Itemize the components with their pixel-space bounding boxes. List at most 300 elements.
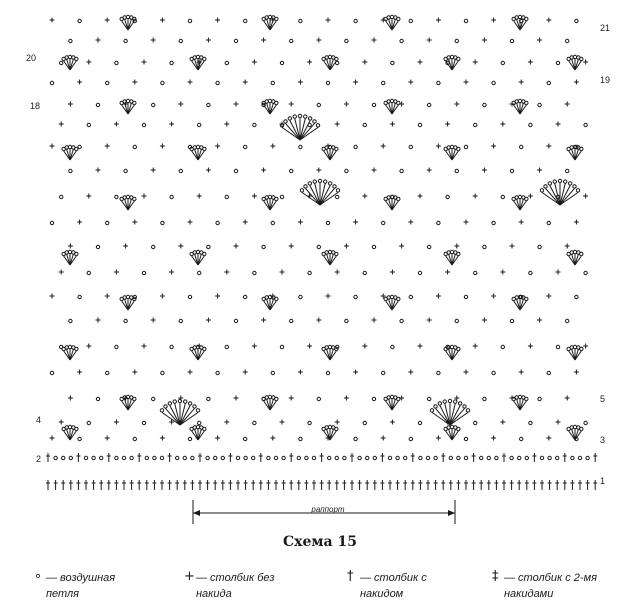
chain-stitch-mark bbox=[161, 81, 164, 84]
chain-stitch-mark bbox=[483, 397, 486, 400]
chain-stitch-mark bbox=[207, 245, 210, 248]
chain-stitch-mark bbox=[547, 221, 550, 224]
dc-stitch-mark bbox=[137, 480, 141, 490]
chain-stitch-mark bbox=[335, 57, 338, 60]
dc-stitch-mark bbox=[54, 480, 58, 490]
sc-stitch-mark bbox=[583, 194, 588, 199]
dc-stitch-mark bbox=[517, 480, 521, 490]
dc-stitch-mark bbox=[449, 480, 453, 490]
chain-stitch-mark bbox=[464, 456, 467, 459]
chain-stitch-mark bbox=[87, 271, 90, 274]
chain-stitch-mark bbox=[455, 319, 458, 322]
sc-stitch-mark bbox=[436, 436, 441, 441]
chain-stitch-mark bbox=[290, 319, 293, 322]
chain-stitch-mark bbox=[458, 402, 461, 405]
chain-stitch-mark bbox=[198, 421, 201, 424]
dc-stitch-mark bbox=[320, 453, 324, 462]
sc-stitch-mark bbox=[114, 122, 119, 127]
sc-stitch-mark bbox=[224, 420, 229, 425]
chain-stitch-mark bbox=[457, 252, 460, 255]
sc-stitch-mark bbox=[510, 244, 515, 249]
chain-stitch-mark bbox=[409, 145, 412, 148]
sc-stitch-mark bbox=[234, 102, 239, 107]
sc-stitch-mark bbox=[132, 220, 137, 225]
chain-stitch-mark bbox=[501, 61, 504, 64]
chain-stitch-mark bbox=[122, 456, 125, 459]
chain-stitch-mark bbox=[529, 271, 532, 274]
chain-stitch-mark bbox=[397, 397, 400, 400]
chain-stitch-mark bbox=[75, 427, 78, 430]
dc-stitch-mark bbox=[403, 480, 407, 490]
chain-stitch-mark bbox=[457, 456, 460, 459]
chain-stitch-mark bbox=[179, 319, 182, 322]
chain-stitch-mark bbox=[297, 456, 300, 459]
dc-stitch-mark bbox=[472, 453, 476, 462]
dc-stitch-mark bbox=[358, 480, 362, 490]
sc-stitch-mark bbox=[188, 220, 193, 225]
sc-stitch-mark bbox=[50, 294, 55, 299]
chain-stitch-mark bbox=[566, 319, 569, 322]
chain-stitch-mark bbox=[207, 103, 210, 106]
chain-stitch-mark bbox=[133, 101, 136, 104]
chain-stitch-mark bbox=[62, 456, 65, 459]
chain-stitch-mark bbox=[540, 456, 543, 459]
chain-stitch-mark bbox=[153, 456, 156, 459]
sc-stitch-mark bbox=[390, 270, 395, 275]
chain-stitch-mark bbox=[571, 456, 574, 459]
sc-stitch-mark bbox=[372, 38, 377, 43]
chain-stitch-mark bbox=[584, 421, 587, 424]
chain-stitch-mark bbox=[96, 245, 99, 248]
sc-stitch-mark bbox=[142, 344, 147, 349]
dc-stitch-mark bbox=[92, 480, 96, 490]
sc-stitch-mark bbox=[500, 420, 505, 425]
chain-stitch-mark bbox=[400, 39, 403, 42]
dc-stitch-mark bbox=[380, 453, 384, 462]
chain-stitch-mark bbox=[183, 456, 186, 459]
sc-stitch-mark bbox=[215, 294, 220, 299]
sc-stitch-mark bbox=[362, 194, 367, 199]
chain-stitch-mark bbox=[328, 182, 331, 185]
sc-stitch-mark bbox=[178, 244, 183, 249]
dc-stitch-mark bbox=[114, 480, 118, 490]
chain-stitch-mark bbox=[308, 421, 311, 424]
chain-stitch-mark bbox=[575, 295, 578, 298]
chain-stitch-mark bbox=[474, 123, 477, 126]
sc-stitch-mark bbox=[298, 80, 303, 85]
dc-stitch-mark bbox=[441, 480, 445, 490]
chain-stitch-mark bbox=[448, 399, 451, 402]
dc-stitch-mark bbox=[418, 480, 422, 490]
chain-stitch-mark bbox=[525, 101, 528, 104]
chain-stitch-mark bbox=[492, 221, 495, 224]
chain-stitch-mark bbox=[525, 297, 528, 300]
chain-stitch-mark bbox=[397, 297, 400, 300]
dc-stitch-mark bbox=[76, 480, 80, 490]
chain-stitch-mark bbox=[124, 169, 127, 172]
sc-stitch-mark bbox=[473, 60, 478, 65]
chain-stitch-mark bbox=[457, 147, 460, 150]
chain-stitch-mark bbox=[87, 421, 90, 424]
chain-stitch-mark bbox=[275, 17, 278, 20]
chain-stitch-mark bbox=[280, 345, 283, 348]
sc-stitch-mark bbox=[427, 38, 432, 43]
chain-stitch-mark bbox=[363, 421, 366, 424]
chain-stitch-mark bbox=[75, 252, 78, 255]
chain-stitch-mark bbox=[106, 221, 109, 224]
chain-stitch-mark bbox=[556, 456, 559, 459]
dc-stitch-mark bbox=[456, 480, 460, 490]
chain-stitch-mark bbox=[179, 39, 182, 42]
chain-stitch-mark bbox=[69, 456, 72, 459]
chain-stitch-mark bbox=[244, 437, 247, 440]
chain-stitch-mark bbox=[525, 17, 528, 20]
sc-stitch-mark bbox=[243, 220, 248, 225]
chain-stitch-mark bbox=[544, 185, 547, 188]
dc-stitch-mark bbox=[304, 480, 308, 490]
dc-stitch-mark bbox=[548, 480, 552, 490]
sc-stitch-mark bbox=[307, 60, 312, 65]
chain-stitch-mark bbox=[345, 319, 348, 322]
chain-stitch-mark bbox=[216, 371, 219, 374]
chain-stitch-mark bbox=[84, 456, 87, 459]
dc-stitch-mark bbox=[494, 480, 498, 490]
sc-stitch-mark bbox=[546, 144, 551, 149]
sc-stitch-mark bbox=[316, 318, 321, 323]
chain-stitch-mark bbox=[573, 185, 576, 188]
chain-stitch-mark bbox=[164, 405, 167, 408]
chain-stitch-mark bbox=[193, 405, 196, 408]
chain-stitch-mark bbox=[437, 371, 440, 374]
chain-stitch-mark bbox=[510, 456, 513, 459]
dc-stitch-mark bbox=[107, 453, 111, 462]
chain-stitch-mark bbox=[391, 345, 394, 348]
chain-stitch-mark bbox=[538, 103, 541, 106]
chain-stitch-mark bbox=[474, 421, 477, 424]
chain-stitch-mark bbox=[203, 147, 206, 150]
row-number-left-20: 20 bbox=[26, 53, 37, 63]
sc-stitch-mark bbox=[77, 220, 82, 225]
chain-stitch-mark bbox=[438, 402, 441, 405]
sc-stitch-mark bbox=[86, 194, 91, 199]
chain-stitch-mark bbox=[492, 371, 495, 374]
chain-stitch-mark bbox=[275, 101, 278, 104]
chain-stitch-mark bbox=[335, 427, 338, 430]
dc-stitch-mark bbox=[320, 480, 324, 490]
sc-stitch-mark bbox=[243, 80, 248, 85]
chain-stitch-mark bbox=[480, 456, 483, 459]
chain-stitch-mark bbox=[409, 437, 412, 440]
chain-stitch-mark bbox=[373, 456, 376, 459]
sc-stitch-mark bbox=[270, 436, 275, 441]
sc-stitch-mark bbox=[362, 344, 367, 349]
sc-stitch-mark bbox=[537, 168, 542, 173]
sc-stitch-mark bbox=[537, 318, 542, 323]
chain-stitch-mark bbox=[92, 456, 95, 459]
sc-stitch-mark bbox=[261, 168, 266, 173]
chain-stitch-mark bbox=[176, 456, 179, 459]
chain-stitch-mark bbox=[244, 295, 247, 298]
chain-stitch-mark bbox=[466, 409, 469, 412]
row-number-right-3: 3 bbox=[600, 435, 606, 445]
sc-stitch-mark bbox=[344, 244, 349, 249]
dc-stitch-mark bbox=[46, 480, 50, 490]
chain-stitch-mark bbox=[397, 17, 400, 20]
chain-stitch-mark bbox=[142, 123, 145, 126]
sc-stitch-mark bbox=[556, 420, 561, 425]
chain-stitch-mark bbox=[207, 397, 210, 400]
dc-stitch-mark bbox=[160, 480, 164, 490]
chain-stitch-mark bbox=[501, 195, 504, 198]
chain-stitch-mark bbox=[584, 123, 587, 126]
sc-stitch-mark bbox=[316, 168, 321, 173]
sc-stitch-mark bbox=[491, 18, 496, 23]
sc-stitch-mark bbox=[86, 60, 91, 65]
chain-stitch-mark bbox=[106, 81, 109, 84]
dc-stitch-mark bbox=[502, 453, 506, 462]
dc-stitch-mark bbox=[251, 480, 255, 490]
sc-stitch-mark bbox=[482, 38, 487, 43]
sc-stitch-mark bbox=[151, 318, 156, 323]
chain-stitch-mark bbox=[345, 39, 348, 42]
sc-stitch-mark bbox=[408, 220, 413, 225]
chain-stitch-mark bbox=[206, 456, 209, 459]
sc-symbol: + bbox=[184, 569, 195, 584]
sc-stitch-mark bbox=[519, 220, 524, 225]
dc-stitch-mark bbox=[510, 480, 514, 490]
chain-stitch-mark bbox=[203, 57, 206, 60]
chain-stitch-mark bbox=[358, 456, 361, 459]
chain-stitch-mark bbox=[133, 397, 136, 400]
chain-stitch-mark bbox=[78, 145, 81, 148]
dc-stitch-mark bbox=[411, 480, 415, 490]
sc-stitch-mark bbox=[362, 60, 367, 65]
chain-stitch-mark bbox=[161, 371, 164, 374]
dc-stitch-mark bbox=[244, 480, 248, 490]
dc-stitch-mark bbox=[434, 480, 438, 490]
chain-stitch-mark bbox=[520, 437, 523, 440]
dc-stitch-mark bbox=[532, 453, 536, 462]
sc-stitch-mark bbox=[565, 396, 570, 401]
dc-stitch-mark bbox=[502, 480, 506, 490]
dc-symbol: † bbox=[347, 569, 354, 584]
row-number-right-1: 1 bbox=[600, 476, 606, 486]
chain-stitch-mark bbox=[366, 456, 369, 459]
chain-stitch-mark bbox=[354, 437, 357, 440]
dc-stitch-mark bbox=[312, 480, 316, 490]
chain-stitch-mark bbox=[115, 345, 118, 348]
dc-stitch-mark bbox=[259, 453, 263, 462]
sc-stitch-mark bbox=[436, 294, 441, 299]
sc-stitch-mark bbox=[381, 144, 386, 149]
chain-stitch-mark bbox=[409, 19, 412, 22]
sc-stitch-mark bbox=[77, 370, 82, 375]
dc-stitch-mark bbox=[145, 480, 149, 490]
sc-stitch-mark bbox=[224, 122, 229, 127]
chain-stitch-mark bbox=[69, 319, 72, 322]
dc-stitch-mark bbox=[570, 480, 574, 490]
chain-stitch-mark bbox=[308, 271, 311, 274]
dc-stitch-mark bbox=[411, 453, 415, 462]
sc-stitch-mark bbox=[224, 270, 229, 275]
sc-stitch-mark bbox=[454, 244, 459, 249]
sc-stitch-mark bbox=[59, 122, 64, 127]
chain-stitch-mark bbox=[280, 61, 283, 64]
sc-stitch-mark bbox=[169, 270, 174, 275]
sc-legend-text: — столбик без накида bbox=[196, 572, 275, 600]
chain-stitch-mark bbox=[130, 456, 133, 459]
dc-stitch-mark bbox=[137, 453, 141, 462]
chain-stitch-mark bbox=[133, 145, 136, 148]
chain-stitch-mark bbox=[221, 456, 224, 459]
sc-stitch-mark bbox=[436, 18, 441, 23]
sc-stitch-mark bbox=[298, 220, 303, 225]
sc-stitch-mark bbox=[583, 344, 588, 349]
sc-stitch-mark bbox=[556, 270, 561, 275]
dc-stitch-mark bbox=[168, 480, 172, 490]
chain-stitch-mark bbox=[418, 421, 421, 424]
chain-stitch-mark bbox=[324, 180, 327, 183]
dc-stitch-mark bbox=[190, 480, 194, 490]
chain-stitch-mark bbox=[188, 437, 191, 440]
dc-legend-text: — столбик с накидом bbox=[360, 572, 427, 600]
chain-stitch-mark bbox=[152, 397, 155, 400]
chain-stitch-mark bbox=[170, 61, 173, 64]
chain-stitch-mark bbox=[145, 456, 148, 459]
dc-stitch-mark bbox=[84, 480, 88, 490]
sc-stitch-mark bbox=[399, 244, 404, 249]
chain-stitch-mark bbox=[188, 295, 191, 298]
chain-stitch-mark bbox=[100, 456, 103, 459]
chain-stitch-mark bbox=[308, 117, 311, 120]
sc-stitch-mark bbox=[234, 396, 239, 401]
chain-stitch-mark bbox=[409, 295, 412, 298]
chain-stitch-mark bbox=[216, 81, 219, 84]
dc-stitch-mark bbox=[593, 453, 597, 462]
sc-stitch-mark bbox=[574, 370, 579, 375]
chain-stitch-mark bbox=[437, 81, 440, 84]
chain-stitch-mark bbox=[397, 197, 400, 200]
sc-stitch-mark bbox=[298, 370, 303, 375]
chain-stitch-mark bbox=[316, 124, 319, 127]
sc-stitch-mark bbox=[464, 220, 469, 225]
chain-stitch-mark bbox=[391, 61, 394, 64]
sc-stitch-mark bbox=[335, 270, 340, 275]
chain-stitch-mark bbox=[518, 456, 521, 459]
chain-stitch-mark bbox=[576, 189, 579, 192]
sc-stitch-mark bbox=[50, 436, 55, 441]
sc-stitch-mark bbox=[307, 344, 312, 349]
sc-stitch-mark bbox=[206, 168, 211, 173]
chain-stitch-mark bbox=[299, 437, 302, 440]
sc-stitch-mark bbox=[473, 194, 478, 199]
chain-stitch-mark bbox=[271, 81, 274, 84]
chain-stitch-mark bbox=[54, 456, 57, 459]
chain-stitch-mark bbox=[271, 221, 274, 224]
sc-stitch-mark bbox=[565, 244, 570, 249]
sc-stitch-mark bbox=[114, 270, 119, 275]
sc-stitch-mark bbox=[169, 122, 174, 127]
chain-stitch-mark bbox=[203, 252, 206, 255]
sc-stitch-mark bbox=[574, 80, 579, 85]
chain-stitch-mark bbox=[317, 245, 320, 248]
chain-stitch-mark bbox=[236, 456, 239, 459]
chain-stitch-mark bbox=[225, 61, 228, 64]
dc-stitch-mark bbox=[388, 480, 392, 490]
chain-stitch-mark bbox=[234, 169, 237, 172]
chain-stitch-mark bbox=[568, 182, 571, 185]
sc-stitch-mark bbox=[96, 318, 101, 323]
chain-stitch-mark bbox=[106, 371, 109, 374]
chain-stitch-mark bbox=[464, 437, 467, 440]
dc-stitch-mark bbox=[373, 480, 377, 490]
chain-stitch-mark bbox=[313, 180, 316, 183]
sc-stitch-mark bbox=[372, 318, 377, 323]
sc-stitch-mark bbox=[289, 102, 294, 107]
sc-stitch-mark bbox=[491, 294, 496, 299]
sc-stitch-mark bbox=[160, 436, 165, 441]
chain-stitch-mark bbox=[426, 456, 429, 459]
sc-stitch-mark bbox=[427, 318, 432, 323]
dc-stitch-mark bbox=[365, 480, 369, 490]
sc-stitch-mark bbox=[473, 344, 478, 349]
sc-stitch-mark bbox=[50, 144, 55, 149]
chain-stitch-mark bbox=[142, 421, 145, 424]
chain-stitch-mark bbox=[354, 145, 357, 148]
chain-stitch-mark bbox=[363, 271, 366, 274]
chain-stitch-mark bbox=[345, 169, 348, 172]
chain-stitch-mark bbox=[298, 114, 301, 117]
chain-stitch-mark bbox=[428, 245, 431, 248]
chain-stitch-mark bbox=[326, 221, 329, 224]
sc-stitch-mark bbox=[565, 102, 570, 107]
chain-stitch-mark bbox=[305, 456, 308, 459]
chain-stitch-mark bbox=[252, 456, 255, 459]
dc-stitch-mark bbox=[350, 480, 354, 490]
chain-stitch-mark bbox=[203, 427, 206, 430]
sc-stitch-mark bbox=[215, 18, 220, 23]
scheme-title: Схема 15 bbox=[283, 534, 357, 550]
chain-stitch-mark bbox=[580, 252, 583, 255]
chain-stitch-mark bbox=[501, 345, 504, 348]
chain-stitch-mark bbox=[455, 169, 458, 172]
sc-stitch-mark bbox=[454, 102, 459, 107]
dc-stitch-mark bbox=[289, 453, 293, 462]
chain-legend-text: — воздушная петля bbox=[46, 572, 116, 600]
sc-stitch-mark bbox=[464, 370, 469, 375]
chain-stitch-mark bbox=[372, 103, 375, 106]
chain-stitch-mark bbox=[382, 81, 385, 84]
chain-stitch-mark bbox=[454, 400, 457, 403]
sc-stitch-mark bbox=[344, 396, 349, 401]
chain-stitch-mark bbox=[580, 57, 583, 60]
chain-stitch-mark bbox=[253, 123, 256, 126]
chain-stitch-mark bbox=[214, 456, 217, 459]
sc-stitch-mark bbox=[528, 60, 533, 65]
chain-stitch-mark bbox=[336, 189, 339, 192]
dc-stitch-mark bbox=[76, 453, 80, 462]
chain-stitch-mark bbox=[419, 456, 422, 459]
rapport-label: раппорт bbox=[311, 505, 345, 514]
chain-stitch-mark bbox=[580, 427, 583, 430]
chain-stitch-mark bbox=[510, 169, 513, 172]
sc-stitch-mark bbox=[556, 122, 561, 127]
tr-legend-text: — столбик с 2-мя накидами bbox=[504, 572, 597, 600]
sc-stitch-mark bbox=[206, 38, 211, 43]
sc-stitch-mark bbox=[188, 80, 193, 85]
chain-stitch-mark bbox=[564, 180, 567, 183]
sc-stitch-mark bbox=[270, 144, 275, 149]
